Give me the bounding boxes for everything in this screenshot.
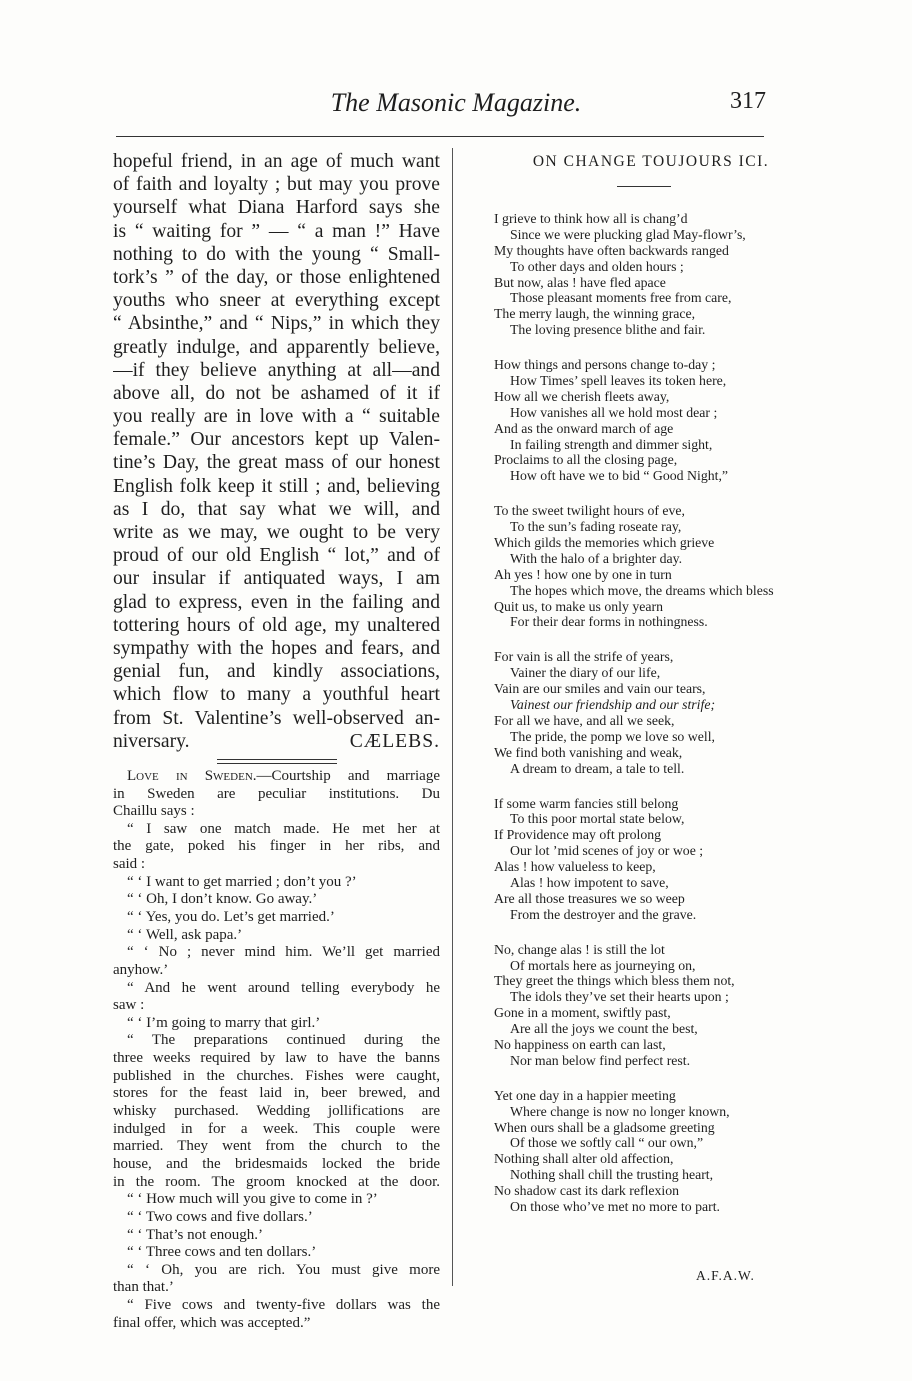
column-divider <box>452 148 453 1286</box>
poem-line: The loving presence blithe and fair. <box>510 322 706 338</box>
poem-line: Are all the joys we count the best, <box>510 1021 698 1037</box>
article-line: final offer, which was accepted.” <box>113 1314 311 1331</box>
poem-line: Vainest our friendship and our strife; <box>510 697 716 713</box>
poem-line: Quit us, to make us only yearn <box>494 598 663 614</box>
poem-line: With the halo of a brighter day. <box>510 550 683 566</box>
poem-line: Alas ! how impotent to save, <box>510 874 669 890</box>
poem-author: A.F.A.W. <box>696 1268 755 1283</box>
essay-line: write as we may, we ought to be very <box>113 522 440 543</box>
article-heading: Love in Sweden. <box>127 767 257 784</box>
poem-line: In failing strength and dimmer sight, <box>510 436 713 452</box>
poem-stanza <box>494 796 794 923</box>
poem-line: For their dear forms in nothingness. <box>510 614 708 630</box>
essay-line: “ Absinthe,” and “ Nips,” in which they <box>113 313 440 335</box>
section-divider <box>217 759 337 764</box>
article-line: “ ‘ No ; never mind him. We’ll get married <box>127 944 440 961</box>
poem-line: The pride, the pomp we love so well, <box>510 728 715 744</box>
essay-line: is “ waiting for ” — “ a man !” Have <box>113 220 440 242</box>
poem-line: To the sweet twilight hours of eve, <box>494 503 686 519</box>
essay-line: tork’s ” of the day, or those enlightened <box>113 266 440 288</box>
article-line: “ The preparations continued during the <box>127 1032 440 1049</box>
title-rule <box>617 186 671 187</box>
article-line: Love in Sweden.—Courtship and marriage <box>127 767 440 784</box>
poem-line: Proclaims to all the closing page, <box>494 452 678 468</box>
poem-stanza <box>494 211 794 338</box>
poem-line: Alas ! how valueless to keep, <box>494 859 656 875</box>
essay-line: proud of our old English “ lot,” and of <box>113 545 440 567</box>
page-number: 317 <box>730 88 766 114</box>
article-line: “ ‘ I’m going to marry that girl.’ <box>127 1014 321 1031</box>
essay-line: you really are in love with a “ suitable <box>113 406 440 428</box>
header-rule <box>116 136 764 137</box>
poem-line: No, change alas ! is still the lot <box>494 941 665 957</box>
essay-line: our insular if antiquated ways, I am <box>113 568 440 590</box>
article-line: in Sweden are peculiar institutions. Du <box>113 785 440 802</box>
article-line: house, and the bridesmaids locked the bride <box>113 1155 440 1172</box>
article-line: married. They went from the church to the <box>113 1138 440 1155</box>
essay-signature: CÆLEBS. <box>349 730 440 752</box>
poem-line: My thoughts have often backwards ranged <box>494 242 729 258</box>
poem-line: I grieve to think how all is chang’d <box>494 211 688 226</box>
essay-line: —if they believe anything at all—and <box>113 359 440 381</box>
essay-line: tottering hours of old age, my unaltered <box>113 614 440 636</box>
poem-title: ON CHANGE TOUJOURS ICI. <box>532 153 770 170</box>
article-line: “ And he went around telling everybody he <box>127 979 440 996</box>
poem-line: From the destroyer and the grave. <box>510 906 697 922</box>
essay-line: glad to express, even in the failing and <box>113 591 440 613</box>
poem-line: The idols they’ve set their hearts upon ; <box>510 989 729 1005</box>
poem-line: Which gilds the memories which grieve <box>494 535 715 551</box>
essay-line: above all, do not be ashamed of it if <box>113 382 440 404</box>
article-line: the gate, poked his finger in her ribs, and <box>113 838 440 855</box>
poem-stanza <box>494 503 794 630</box>
poem-line: How all we cherish fleets away, <box>494 388 670 404</box>
poem-stanza <box>494 649 794 776</box>
essay-line: which flow to many a youthful heart <box>113 684 440 706</box>
article-line: Chaillu says : <box>113 803 195 820</box>
essay-line: from St. Valentine’s well-observed an- <box>113 707 440 729</box>
article-line: “ ‘ I want to get married ; don’t you ?’ <box>127 873 357 890</box>
article-line: “ ‘ That’s not enough.’ <box>127 1226 263 1243</box>
poem-line: But now, alas ! have fled apace <box>494 274 666 290</box>
poem-line: Vain are our smiles and vain our tears, <box>494 681 706 697</box>
article-line: “ ‘ Yes, you do. Let’s get married.’ <box>127 909 335 925</box>
poem-line: And as the onward march of age <box>494 420 674 436</box>
poem-line: Nor man below find perfect rest. <box>510 1052 691 1068</box>
poem-line: How things and persons change to-day ; <box>494 357 716 373</box>
poem-line: No shadow cast its dark reflexion <box>494 1183 680 1199</box>
essay-line: of faith and loyalty ; but may you prove <box>113 174 440 196</box>
poem-line: Nothing shall alter old affection, <box>494 1151 674 1167</box>
article-line: said : <box>113 856 146 873</box>
poem-stanza <box>494 357 794 484</box>
poem-line: For all we have, and all we seek, <box>494 712 675 728</box>
poem-line: Ah yes ! how one by one in turn <box>494 566 672 582</box>
article-line: “ ‘ Oh, I don’t know. Go away.’ <box>127 891 318 908</box>
poem-line: Nothing shall chill the trusting heart, <box>510 1167 714 1183</box>
essay-line: niversary. <box>113 730 190 752</box>
article-line: “ ‘ Three cows and ten dollars.’ <box>127 1244 317 1261</box>
magazine-title: The Masonic Magazine. <box>330 88 582 117</box>
article-line: “ Five cows and twenty-five dollars was the <box>127 1297 440 1314</box>
essay-line: sympathy with the hopes and fears, and <box>113 637 440 659</box>
article-line: saw : <box>113 997 145 1014</box>
essay-line: youths who sneer at everything except <box>113 290 440 312</box>
poem-line: To this poor mortal state below, <box>510 811 685 827</box>
article-line: whisky purchased. Wedding jollifications are <box>113 1103 440 1120</box>
poem-line: On those who’ve met no more to part. <box>510 1198 720 1214</box>
essay-line: as I do, that say what we will, and <box>113 498 440 520</box>
poem-line: Yet one day in a happier meeting <box>494 1087 676 1103</box>
poem-line: How oft have we to bid “ Good Night,” <box>510 468 729 484</box>
article-line: three weeks required by law to have the banns <box>113 1050 440 1067</box>
essay-closing-line <box>113 730 440 753</box>
poem-line: Of mortals here as journeying on, <box>510 957 696 973</box>
article-line: than that.’ <box>113 1279 174 1296</box>
poem-line: If some warm fancies still belong <box>494 795 679 811</box>
right-column <box>494 150 794 1215</box>
article-love-in-sweden <box>113 768 440 1333</box>
article-line: in the room. The groom knocked at the door. <box>113 1173 440 1190</box>
poem-line: To other days and olden hours ; <box>510 258 684 274</box>
poem-stanza <box>494 942 794 1069</box>
essay-line: yourself what Diana Harford says she <box>113 197 440 219</box>
article-line: published in the churches. Fishes were caught, <box>113 1067 440 1084</box>
poem-line: They greet the things which bless them not, <box>494 973 735 989</box>
article-line: “ ‘ Two cows and five dollars.’ <box>127 1208 313 1225</box>
poem-stanza <box>494 1088 794 1215</box>
poem-line: A dream to dream, a tale to tell. <box>510 760 685 776</box>
poem-line: Where change is now no longer known, <box>510 1103 730 1119</box>
poem-line: If Providence may oft prolong <box>494 827 662 843</box>
essay-line: hopeful friend, in an age of much want <box>113 151 440 172</box>
essay-line: English folk keep it still ; and, believing <box>113 475 440 497</box>
article-line: anyhow.’ <box>113 961 169 978</box>
poem-line: We find both vanishing and weak, <box>494 744 683 760</box>
poem-line: The merry laugh, the winning grace, <box>494 306 696 322</box>
article-line: stores for the feast laid in, beer brewed, and <box>113 1085 440 1102</box>
essay-line: female.” Our ancestors kept up Valen- <box>113 429 440 451</box>
poem-line: Since we were plucking glad May-flowr’s, <box>510 226 746 242</box>
essay-line: genial fun, and kindly associations, <box>113 661 440 683</box>
poem-line: Gone in a moment, swiftly past, <box>494 1005 671 1021</box>
poem-line: For vain is all the strife of years, <box>494 649 674 665</box>
poem-line: The hopes which move, the dreams which bless <box>510 582 774 598</box>
essay-line: tine’s Day, the great mass of our honest <box>113 452 440 474</box>
essay-line: greatly indulge, and apparently believe, <box>113 336 440 358</box>
article-line: indulged in for a week. This couple were <box>113 1120 440 1137</box>
poem-line: When ours shall be a gladsome greeting <box>494 1119 715 1135</box>
poem-line: To the sun’s fading roseate ray, <box>510 519 682 535</box>
essay-text <box>113 150 440 753</box>
poem-line: Of those we softly call “ our own,” <box>510 1135 704 1151</box>
essay-line: nothing to do with the young “ Small- <box>113 243 440 265</box>
poem-line: Vainer the diary of our life, <box>510 665 661 681</box>
article-line: “ ‘ How much will you give to come in ?’ <box>127 1191 378 1208</box>
poem-line: Are all those treasures we so weep <box>494 890 685 906</box>
poem-line: No happiness on earth can last, <box>494 1036 666 1052</box>
left-column <box>113 150 440 1332</box>
article-line: “ ‘ Oh, you are rich. You must give more <box>127 1261 440 1278</box>
poem-line: Those pleasant moments free from care, <box>510 290 732 306</box>
poem-line: How Times’ spell leaves its token here, <box>510 373 727 389</box>
poem-line: How vanishes all we hold most dear ; <box>510 404 718 420</box>
poem-line: Our lot ’mid scenes of joy or woe ; <box>510 843 704 859</box>
article-line: “ I saw one match made. He met her at <box>127 820 440 837</box>
article-line: “ ‘ Well, ask papa.’ <box>127 926 243 943</box>
